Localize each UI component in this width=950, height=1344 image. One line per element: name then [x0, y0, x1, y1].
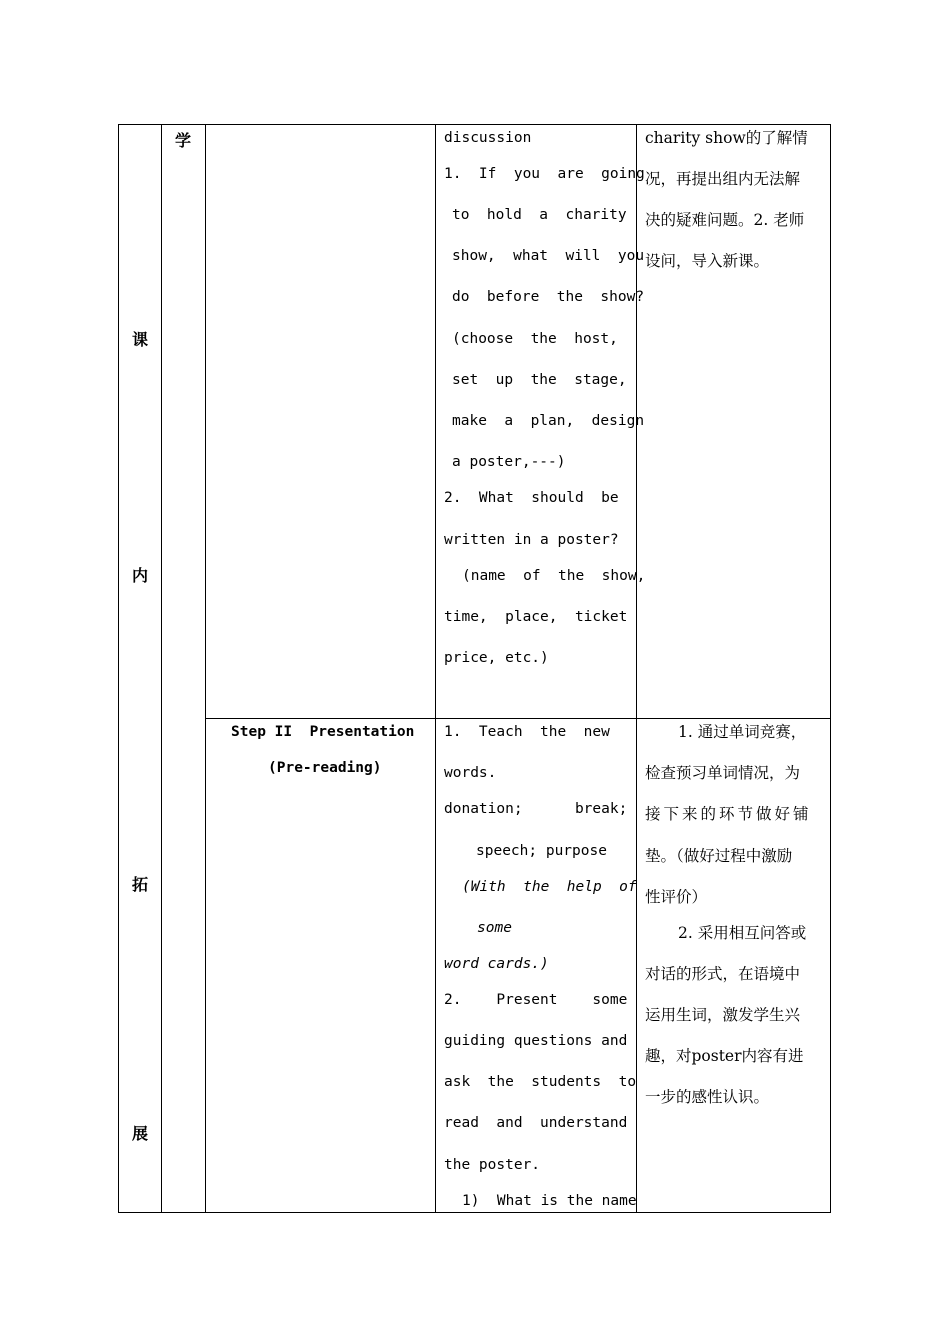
activity-line: to hold a charity — [452, 207, 627, 223]
purpose-line: 检查预习单词情况，为 — [645, 764, 801, 782]
purpose-line: 接下来的环节做好铺 — [645, 805, 812, 823]
activity-line: word cards.) — [444, 956, 549, 972]
purpose-line: 垫。（做好过程中激励 — [645, 847, 793, 865]
activity-line: the poster. — [444, 1157, 541, 1173]
activity-line: time, place, ticket — [444, 609, 628, 625]
purpose-line: 决的疑难问题。2. 老师 — [645, 211, 805, 229]
purpose-line: 趣，对poster内容有进 — [645, 1047, 804, 1065]
label-tuo: 拓 — [132, 875, 149, 894]
column-divider — [435, 125, 436, 1212]
label-nei: 内 — [132, 566, 149, 585]
activity-line: guiding questions and — [444, 1033, 628, 1049]
step-subtitle: (Pre-reading) — [268, 760, 382, 776]
activity-line: (With the help of — [462, 879, 637, 895]
activity-line: 1. Teach the new — [444, 724, 610, 740]
activity-line: 2. Present some — [444, 992, 628, 1008]
activity-line: some — [477, 920, 512, 936]
column-divider — [161, 125, 162, 1212]
activity-line: a poster,---) — [452, 454, 566, 470]
label-ke: 课 — [132, 330, 149, 349]
purpose-line: 对话的形式，在语境中 — [645, 965, 801, 983]
activity-line: (choose the host, — [452, 331, 618, 347]
purpose-line: 况，再提出组内无法解 — [645, 170, 801, 188]
purpose-line: 一步的感性认识。 — [645, 1088, 770, 1106]
label-zhan: 展 — [132, 1124, 149, 1143]
activity-line: discussion — [444, 130, 532, 146]
activity-line: speech; purpose — [476, 843, 607, 859]
activity-line: set up the stage, — [452, 372, 627, 388]
activity-line: price, etc.) — [444, 650, 549, 666]
activity-line: donation; break; — [444, 801, 628, 817]
purpose-line: 设问，导入新课。 — [645, 252, 770, 270]
activity-line: show, what will you — [452, 248, 645, 264]
step-title: Step II Presentation — [231, 724, 415, 740]
column-divider — [205, 125, 206, 1212]
activity-line: words. — [444, 765, 497, 781]
activity-line: 1) What is the name — [462, 1193, 637, 1209]
activity-line: do before the show? — [452, 289, 645, 305]
purpose-line: 2. 采用相互问答或 — [678, 924, 807, 942]
activity-line: 1. If you are going — [444, 166, 645, 182]
activity-line: 2. What should be — [444, 490, 619, 506]
activity-line: make a plan, design — [452, 413, 645, 429]
purpose-line: charity show的了解情 — [645, 129, 808, 147]
activity-line: (name of the show, — [462, 568, 646, 584]
activity-line: read and understand — [444, 1115, 628, 1131]
activity-line: written in a poster? — [444, 532, 619, 548]
activity-line: ask the students to — [444, 1074, 637, 1090]
row-divider — [205, 718, 830, 719]
purpose-line: 运用生词，激发学生兴 — [645, 1006, 801, 1024]
purpose-line: 性评价） — [645, 888, 708, 906]
label-xue: 学 — [175, 131, 192, 150]
purpose-line: 1. 通过单词竞赛， — [678, 723, 807, 741]
